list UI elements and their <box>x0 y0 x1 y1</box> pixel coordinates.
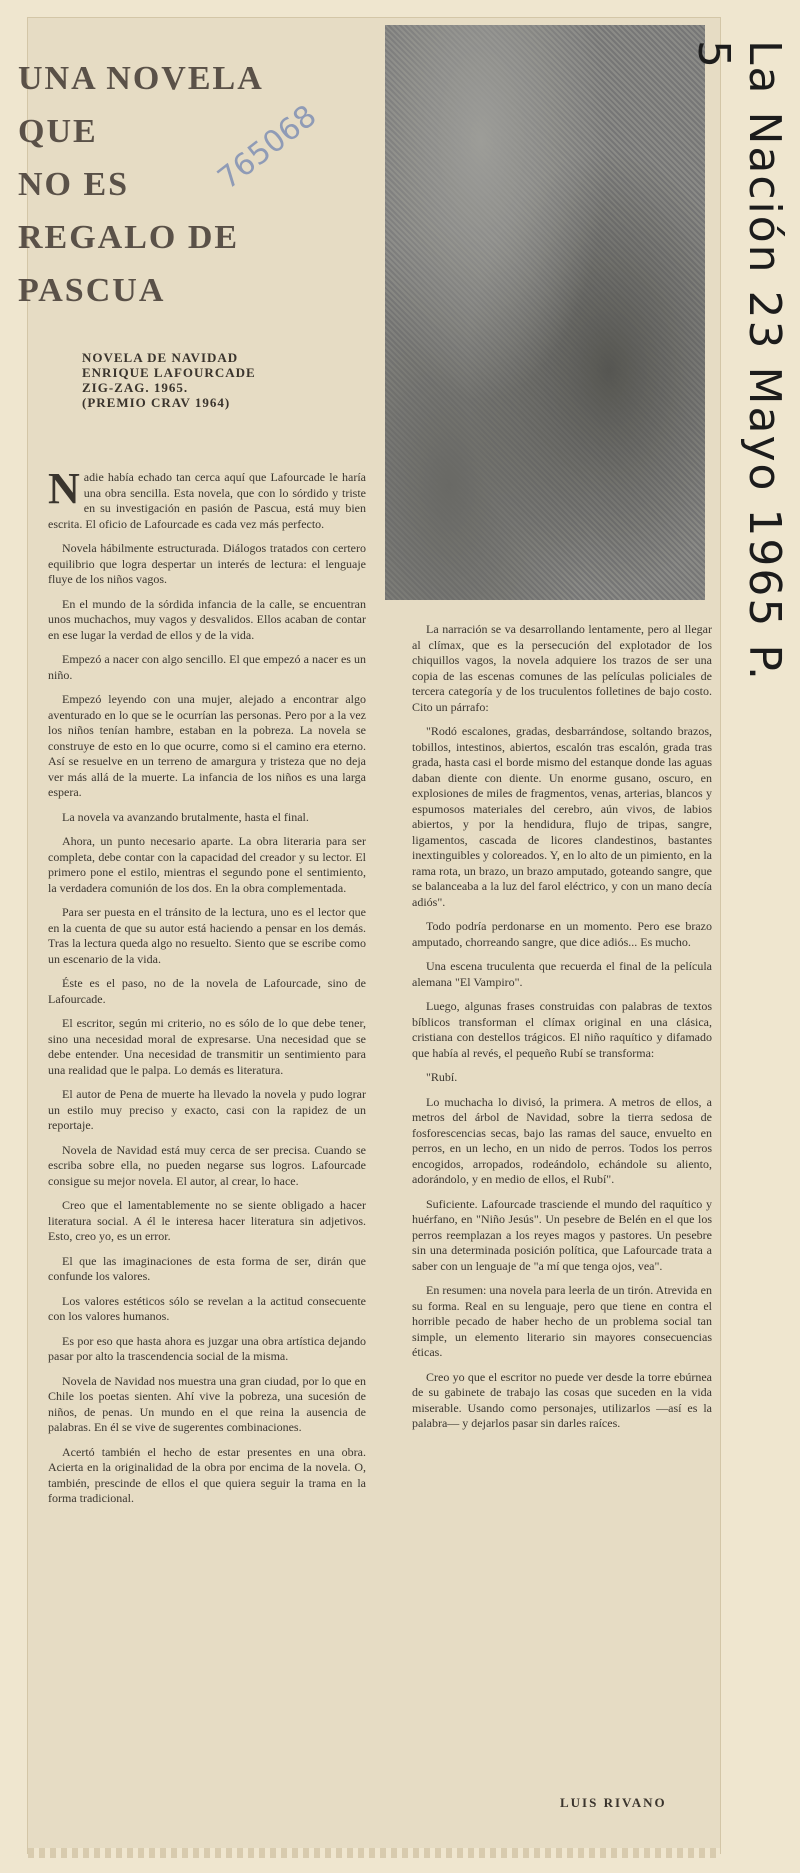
paragraph: En resumen: una novela para leerla de un tirón. Atrevida en su forma. Real en su lenguaje, pero que tiene en contra el horrible pecado de haber hecho de un problema social tan simple, un elemento literario sin mayores consecuencias éticas. <box>412 1283 712 1359</box>
paragraph: Novela de Navidad está muy cerca de ser precisa. Cuando se escriba sobre ella, no pueden negarse sus logros. Lafourcade consigue su mejor novela. El autor, al crear, lo hace. <box>48 1142 366 1188</box>
paragraph: En el mundo de la sórdida infancia de la calle, se encuentran unos muchachos, muy vagos y desvalidos. Ellos acaban de contar en ese lugar la verdad de ellos y de la vida. <box>48 596 366 642</box>
book-credits <box>82 350 322 410</box>
paragraph: Todo podría perdonarse en un momento. Pero ese brazo amputado, chorreando sangre, que dice adiós... Es mucho. <box>412 919 712 949</box>
title-line: QUE <box>18 113 98 150</box>
article-column-left <box>48 470 366 1850</box>
paragraph: Empezó a nacer con algo sencillo. El que empezó a nacer es un niño. <box>48 652 366 682</box>
paragraph: Ahora, un punto necesario aparte. La obra literaria para ser completa, debe contar con la capacidad del creador y su lector. El primero pone el estilo, mientras el segundo pone el sentimiento, la verdadera comunión de los dos. En la obra complementada. <box>48 834 366 895</box>
paragraph: Nadie había echado tan cerca aquí que Lafourcade le haría una obra sencilla. Esta novela, que con lo sórdido y triste en su investigación en pasión de Pascua, está muy bien escrita. El oficio de Lafourcade es cada vez más perfecto. <box>48 470 366 531</box>
credits-line: ENRIQUE LAFOURCADE <box>82 365 256 380</box>
credits-line: ZIG-ZAG. 1965. <box>82 380 189 395</box>
paragraph: Creo yo que el escritor no puede ver desde la torre ebúrnea de su gabinete de trabajo las cosas que suceden en la vida miserable. Usando como personajes, utilizarlos —así es la palabra— y dejarlos pasar sin darles raíces. <box>412 1369 712 1430</box>
paragraph: Una escena truculenta que recuerda el final de la película alemana "El Vampiro". <box>412 959 712 989</box>
paragraph: Empezó leyendo con una mujer, alejado a encontrar algo aventurado en lo que se le ocurrían las personas. Pero por a la vez los niños tenían hambre, estaban en la pobreza. La novela se construye de esto en lo que ocurre, como si el camino era eterno. Así se resuelve en un terreno de amargura y tristeza que no deja ver más allá de la muerte. La infancia de los niños es una larga espera. <box>48 692 366 799</box>
paragraph: Para ser puesta en el tránsito de la lectura, uno es el lector que en la cuenta de que su autor está haciendo a pensar en los demás. Tras la lectura queda algo no resuelto. Siento que se escribe como un escenario de la vida. <box>48 905 366 966</box>
catalog-stamp: 765068 <box>211 98 324 197</box>
title-line: REGALO DE <box>18 219 240 256</box>
handwritten-date-note: La Nación 23 Mayo 1965 P. 5 <box>688 40 790 683</box>
paragraph: "Rodó escalones, gradas, desbarrándose, soltando brazos, tobillos, intestinos, abiertos, escalón tras escalón, grada tras grada, hasta casi el borde mismo del estanque donde las aguas daban diente con diente. Un enorme gusano, oscuro, en explosiones de miles de fragmentos, venas, arterias, blancos y espumosos materiales del cerebro, aún vivos, de labios abiertos, y por la hendidura, flujo de tripas, sangre, ligamentos, cascada de licores clandestinos, bastantes inextinguibles y coloreados. Y, en lo alto de un pimiento, en la rama rota, un brazo, un brazo amputado, goteando sangre, que se balanceaba a la luz del farol eléctrico, y con un mano decía adiós". <box>412 724 712 909</box>
paragraph: Novela hábilmente estructurada. Diálogos tratados con certero equilibrio que logra despertar un interés de lectura: el lenguaje fluye de los niños vagos. <box>48 541 366 586</box>
paragraph: Creo que el lamentablemente no se siente obligado a hacer literatura social. A él le interesa hacer literatura sin adjetivos. Esto, creo yo, es un error. <box>48 1198 366 1243</box>
paragraph: Los valores estéticos sólo se revelan a la actitud consecuente con los valores humanos. <box>48 1293 366 1323</box>
title-line: PASCUA <box>18 272 166 309</box>
paragraph: Acertó también el hecho de estar presentes en una obra. Acierta en la originalidad de la obra por encima de la novela. O, también, prescinde de ellos el que quiera seguir la trama en la forma tradicional. <box>48 1444 366 1505</box>
paragraph: Novela de Navidad nos muestra una gran ciudad, por lo que en Chile los poetas sienten. Ahí vive la pobreza, una sucesión de niños, de penas. Un mundo en el que reina la ausencia de palabras. En él se vive de sugerentes combinaciones. <box>48 1373 366 1434</box>
paragraph: Lo muchacha lo divisó, la primera. A metros de ellos, a metros del árbol de Navidad, sobre la tierra sedosa de fosforescencias secas, bajo las ramas del sauce, envuelto en perros, en un lecho, en un nido de perros. Todos los perros encogidos, arropados, rodeándolo, echándole su aliento, adorándolo, y en medio de ellos, el Rubí". <box>412 1094 712 1186</box>
title-line: UNA NOVELA <box>18 60 264 97</box>
article-column-right <box>412 622 712 1852</box>
author-signature: LUIS RIVANO <box>560 1795 667 1810</box>
paragraph: Éste es el paso, no de la novela de Lafourcade, sino de Lafourcade. <box>48 976 366 1006</box>
article-photo <box>385 25 705 600</box>
article-title <box>18 52 318 317</box>
title-line: NO ES <box>18 166 130 203</box>
paragraph: El que las imaginaciones de esta forma de ser, dirán que confunde los valores. <box>48 1253 366 1283</box>
paragraph: Suficiente. Lafourcade trasciende el mundo del raquítico y huérfano, en "Niño Jesús". Un pesebre de Belén en el que los perros reemplazan a los reyes magos y pastores. Un pesebre sin una determinada posición política, que Lafourcade trata a saber con un lenguaje de "a mí que tenga ojos, vea". <box>412 1196 712 1273</box>
credits-line: NOVELA DE NAVIDAD <box>82 350 239 365</box>
paragraph: La novela va avanzando brutalmente, hasta el final. <box>62 809 309 824</box>
paragraph: Es por eso que hasta ahora es juzgar una obra artística dejando pasar por alto la trascendencia social de la misma. <box>48 1333 366 1363</box>
paragraph: La narración se va desarrollando lentamente, pero al llegar al clímax, que es la persecución del explotador de los chiquillos vagos, la novela adquiere los trazos de ser una copia de las escenas comunes de las películas policiales de tercera categoría y de los truculentos folletines de bajo costo. Cito un párrafo: <box>412 622 712 714</box>
paragraph: El escritor, según mi criterio, no es sólo de lo que debe tener, sino una necesidad moral de expresarse. Una necesidad que se debe entender. Una necesidad de transmitir un sentimiento para una realidad que le palpa. Lo demás es literatura. <box>48 1016 366 1077</box>
paragraph: El autor de Pena de muerte ha llevado la novela y pudo lograr un estilo muy preciso y exacto, casi con la rapidez de un reportaje. <box>48 1087 366 1132</box>
credits-line: (PREMIO CRAV 1964) <box>82 395 231 410</box>
paragraph: "Rubí. <box>426 1070 458 1084</box>
paragraph: Luego, algunas frases construidas con palabras de textos bíblicos transforman el clímax original en una clásica, cristiana con destellos trágicos. El niño raquítico y difamado que había al revés, el pequeño Rubí se transforma: <box>412 999 712 1060</box>
